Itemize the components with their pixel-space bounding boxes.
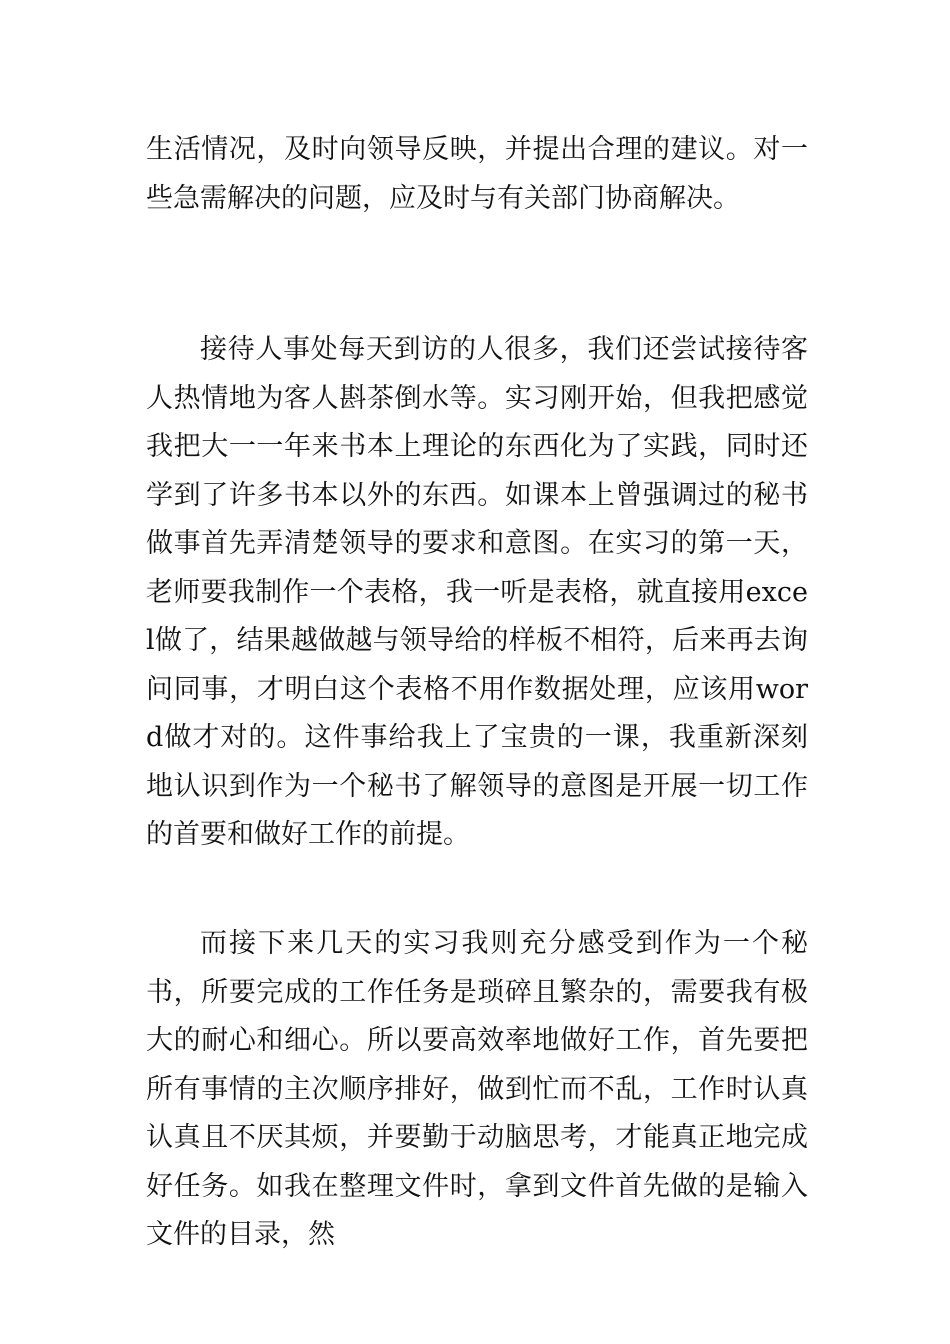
paragraph-following-days: 而接下来几天的实习我则充分感受到作为一个秘书，所要完成的工作任务是琐碎且繁杂的，需要我有极大的耐心和细心。所以要高效率地做好工作，首先要把所有事情的主次顺序排好，做到忙而不乱，工作时认真认真且不厌其烦，并要勤于动脑思考，才能真正地完成好任务。如我在整理文件时，拿到文件首先做的是输入文件的目录，然 bbox=[146, 928, 808, 1250]
paragraph-continuation: 生活情况，及时向领导反映，并提出合理的建议。对一些急需解决的问题，应及时与有关部门协商解决。 bbox=[146, 134, 808, 214]
paragraph-reception-duties: 接待人事处每天到访的人很多，我们还尝试接待客人热情地为客人斟茶倒水等。实习刚开始，但我把感觉我把大一一年来书本上理论的东西化为了实践，同时还学到了许多书本以外的东西。如课本上曾强调过的秘书做事首先弄清楚领导的要求和意图。在实习的第一天，老师要我制作一个表格，我一听是表格，就直接用excel做了，结果越做越与领导给的样板不相符，后来再去询问同事，才明白这个表格不用作数据处理，应该用word做才对的。这件事给我上了宝贵的一课，我重新深刻地认识到作为一个秘书了解领导的意图是开展一切工作的首要和做好工作的前提。 bbox=[146, 334, 808, 850]
